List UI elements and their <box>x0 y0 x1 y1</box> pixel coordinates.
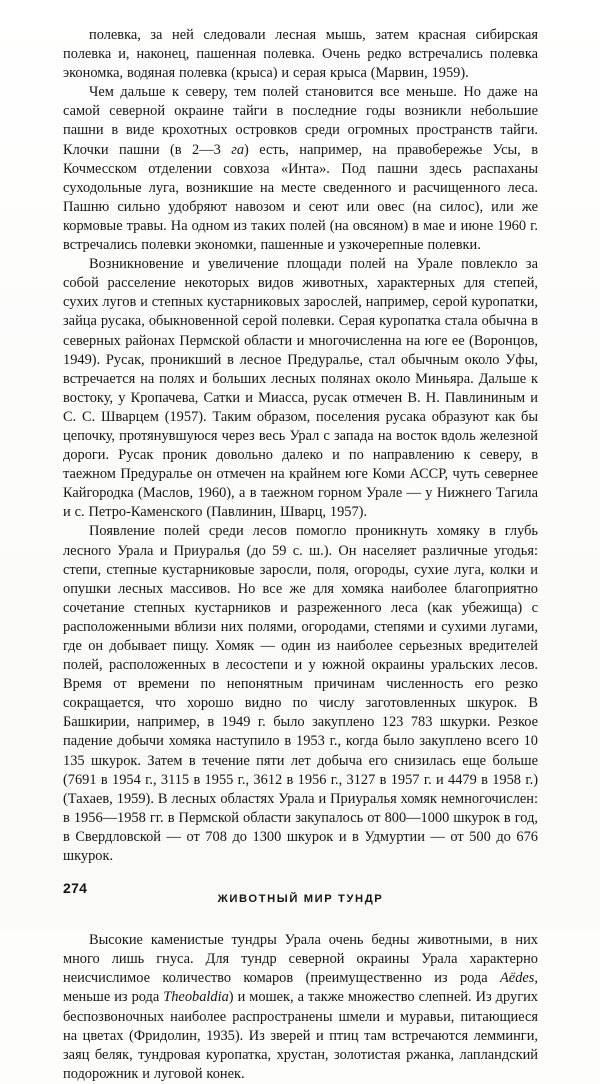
paragraph-5-part-1: Высокие каменистые тундры Урала очень бедны животными, в них много лишь гнуса. Для тундр северной окраины Урала характерно неисчислимое количество комаров (преимущественно из рода <box>63 932 538 987</box>
unit-abbrev-ga: га <box>231 141 245 158</box>
section-heading: ЖИВОТНЫЙ МИР ТУНДР <box>217 893 384 906</box>
paragraph-5 <box>63 931 538 1084</box>
paragraph-1: полевка, за ней следовали лесная мышь, затем красная сибирская полевка и, наконец, пашенная полевка. Очень редко встречались полевка экономка, водяная полевка (крыса) и серая крыса (Марвин, 1959). <box>63 27 538 82</box>
genus-name-aedes: Aëdes <box>500 970 535 987</box>
genus-name-theobaldia: Theobaldia <box>163 989 229 1006</box>
heading-spacer-bottom <box>63 905 538 931</box>
paragraph-3: Возникновение и увеличение площади полей на Урале повлекло за собой расселение некоторых видов животных, характерных для степей, сухих лугов и степных кустарниковых зарослей, например, серой куропатки, зайца русака, обыкновенной серой полевки. Серая куропатка стала обычна в северных районах Пермской области и многочисленна на юге ее (Воронцов, 1949). Русак, проникший в лесное Предуралье, стал обычным около Уфы, встречается на полях и больших лесных полянах около Миньяра. Дальше к востоку, у Кропачева, Сатки и Миасса, русак отмечен В. Н. Павлининым и С. С. Шварцем (1957). Таким образом, поселения русака образуют как бы цепочку, протянувшуюся через весь Урал с запада на восток вдоль железной дороги. Русак проник довольно далеко и по направлению к северу, в таежном Предуралье он отмечен на крайнем юге Коми АССР, чуть севернее Кайгородка (Маслов, 1960), а в таежном горном Урале — у Нижнего Тагила и с. Петро-Каменского (Павлинин, Шварц, 1957). <box>63 256 539 521</box>
page-number: 274 <box>63 880 88 896</box>
text-column <box>63 26 538 1084</box>
paragraph-4: Появление полей среди лесов помогло проникнуть хомяку в глубь лесного Урала и Приуралья (до 59 с. ш.). Он населяет различные угодья: степи, степные кустарниковые заросли, поля, огороды, сухие луга, колки и опушки лесных массивов. Но все же для хомяка наиболее благоприятно сочетание степных кустарников и разреженного леса (как убежища) с расположенными вблизи них полями, огородами, степями и сухими лугами, где он добывает пищу. Хомяк — один из наиболее серьезных вредителей полей, расположенных в лесостепи и у южной окраины уральских лесов. Время от времени по непонятным причинам численность его резко сокращается, что хорошо видно по числу заготовленных шкурок. В Башкирии, например, в 1949 г. было закуплено 123 783 шкурки. Резкое падение добычи хомяка наступило в 1953 г., когда было закуплено всего 10 135 шкурок. Затем в течение пяти лет добыча его снизилась еще больше (7691 в 1954 г., 3115 в 1955 г., 3612 в 1956 г., 3127 в 1957 г. и 4479 в 1958 г.) (Тахаев, 1959). В лесных областях Урала и Приуралья хомяк немногочислен: в 1956—1958 гг. в Пермской области закупалось от 800—1000 шкурок в год, в Свердловской — от 708 до 1300 шкурок и в Удмуртии — от 500 до 676 шкурок. <box>63 523 538 865</box>
paragraph-2-text: Чем дальше к северу, тем полей становится все меньше. Но даже на самой северной окраине тайги в последние годы возникли небольшие пашни в виде крохотных островков среди огромных пространств тайги. Клочки пашни (в 2—3 га) есть, например, на правобережье Усы, в Кочмесском отделении совхоза «Инта». Под пашни здесь распаханы суходольные луга, возникшие на месте сведенного и расчищенного леса. Пашню сильно удобряют навозом и сеют или овес (на силос), или же кормовые травы. На одном из таких полей (на овсяном) в мае и июне 1960 г. встречались полевки экономки, пашенные и узкочерепные полевки. <box>63 84 539 254</box>
paragraph-5-part-3: ) и мошек, а также множество слепней. Из других беспозвоночных наиболее распространены шмели и муравьи, питающиеся на цветах (Фридолин, 1935). Из зверей и птиц там встречаются лемминги, заяц беляк, тундровая куропатка, хрустан, золотистая ржанка, лапландский подорожник и луговой конек. <box>63 989 538 1082</box>
paragraph-2 <box>63 83 538 255</box>
paragraph-5-part-2: , меньше из рода <box>63 970 538 1006</box>
heading-spacer-top <box>63 866 538 893</box>
